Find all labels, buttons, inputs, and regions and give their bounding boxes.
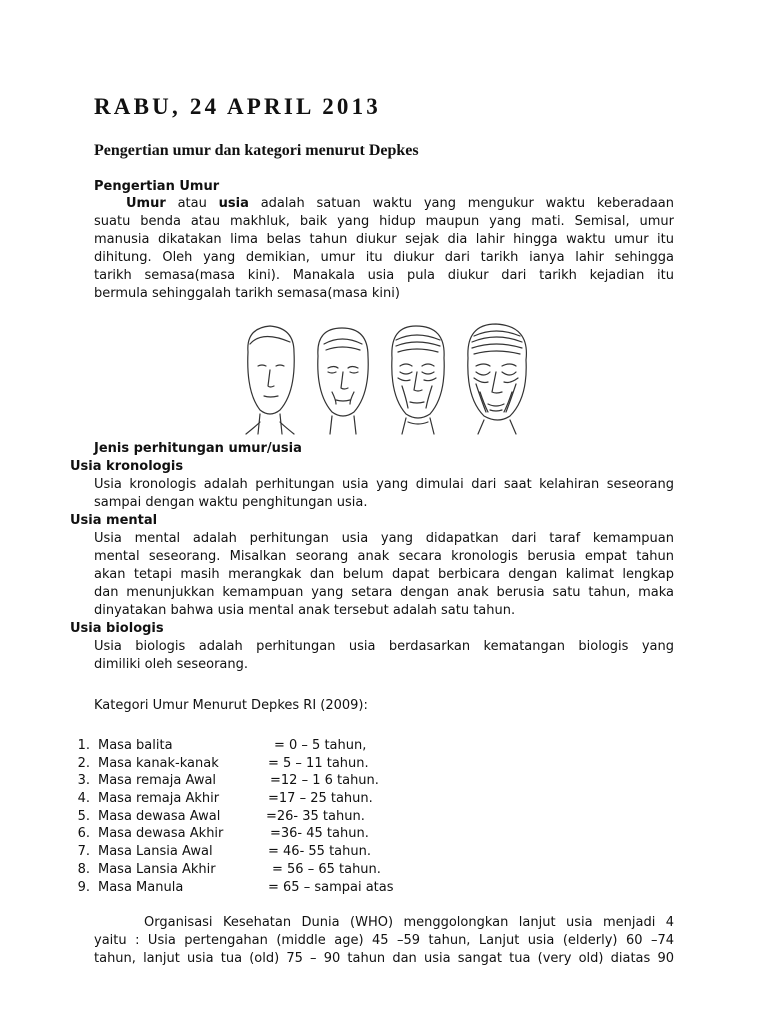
paragraph-line: tahun, lanjut usia tua (old) 75 – 90 tahun dan usia sangat tua (very old) diatas 90 <box>94 951 674 966</box>
paragraph-line: suatu benda atau makhluk, baik yang hidup maupun yang mati. Semisal, umur <box>94 214 674 229</box>
paragraph-line: Usia mental adalah perhitungan usia yang didapatkan dari taraf kemampuan <box>94 531 674 546</box>
paragraph-line: Organisasi Kesehatan Dunia (WHO) menggolongkan lanjut usia menjadi 4 <box>144 915 674 930</box>
list-number: 5. <box>77 808 90 824</box>
paragraph-line: dan menunjukkan kemampuan yang setara dengan anak berusia satu tahun, maka <box>94 585 674 600</box>
paragraph-line: sampai dengan waktu penghitungan usia. <box>94 495 368 510</box>
paragraph-usia-biologis <box>94 638 674 674</box>
heading-usia-biologis: Usia biologis <box>70 621 164 636</box>
paragraph-line: dihitung. Oleh yang demikian, umur itu diukur dari tarikh ianya lahir sehingga <box>94 250 674 265</box>
list-range: =17 – 25 tahun. <box>268 791 373 807</box>
paragraph-pengertian-umur <box>94 195 674 303</box>
list-number: 2. <box>77 755 90 771</box>
paragraph-line <box>94 195 674 213</box>
bold-term: Umur <box>126 196 166 211</box>
paragraph-who <box>94 914 674 968</box>
list-label: Masa kanak-kanak <box>98 755 219 771</box>
list-range: =26- 35 tahun. <box>266 808 365 824</box>
list-label: Masa Lansia Awal <box>98 844 213 860</box>
paragraph-line: manusia dikatakan lima belas tahun diukur sejak dia lahir hingga waktu umur itu <box>94 232 674 247</box>
paragraph-line: mental seseorang. Misalkan seorang anak secara kronologis berusia empat tahun <box>94 549 674 564</box>
list-number: 1. <box>77 738 90 753</box>
list-label: Masa Manula <box>98 879 184 895</box>
post-date: RABU, 24 APRIL 2013 <box>94 94 381 119</box>
list-range: = 65 – sampai atas <box>268 879 394 895</box>
old-face <box>392 326 444 434</box>
list-number: 6. <box>77 826 90 842</box>
list-range: = 5 – 11 tahun. <box>268 755 369 771</box>
list-range: =36- 45 tahun. <box>270 826 369 842</box>
paragraph-line: tarikh semasa(masa kini). Manakala usia pula diukur dari tarikh kejadian itu <box>94 268 674 283</box>
list-number: 8. <box>77 861 90 877</box>
list-range: =12 – 1 6 tahun. <box>270 773 379 789</box>
list-number: 7. <box>77 844 90 860</box>
paragraph-line: dimiliki oleh seseorang. <box>94 657 249 672</box>
paragraph-line-text: atau <box>165 196 219 211</box>
very-old-face <box>468 324 527 434</box>
paragraph-line: bermula sehinggalah tarikh semasa(masa kini) <box>94 286 400 301</box>
heading-jenis-perhitungan: Jenis perhitungan umur/usia <box>94 441 302 456</box>
young-face <box>246 326 294 434</box>
post-title: Pengertian umur dan kategori menurut Depkes <box>94 142 419 159</box>
paragraph-usia-mental <box>94 530 674 620</box>
list-label: Masa dewasa Akhir <box>98 826 224 842</box>
list-label: Masa Lansia Akhir <box>98 861 216 877</box>
kategori-heading: Kategori Umur Menurut Depkes RI (2009): <box>94 698 368 713</box>
list-number: 9. <box>77 879 90 895</box>
list-label: Masa balita <box>98 738 173 753</box>
paragraph-line: Usia kronologis adalah perhitungan usia yang dimulai dari saat kelahiran seseorang <box>94 477 674 492</box>
list-number: 3. <box>77 773 90 789</box>
list-label: Masa remaja Awal <box>98 773 217 789</box>
bold-term: usia <box>218 196 249 211</box>
list-number: 4. <box>77 791 90 807</box>
paragraph-usia-kronologis <box>94 476 674 512</box>
paragraph-line: yaitu : Usia pertengahan (middle age) 45 –59 tahun, Lanjut usia (elderly) 60 –74 <box>94 933 674 948</box>
aging-faces-illustration <box>232 322 538 436</box>
list-label: Masa dewasa Awal <box>98 808 221 824</box>
paragraph-line: akan tetapi masih merangkak dan belum dapat berbicara dengan kalimat lengkap <box>94 567 674 582</box>
paragraph-line: Usia biologis adalah perhitungan usia berdasarkan kematangan biologis yang <box>94 639 674 654</box>
list-range: = 56 – 65 tahun. <box>272 861 381 877</box>
heading-usia-mental: Usia mental <box>70 513 158 528</box>
list-range: = 46- 55 tahun. <box>268 844 371 860</box>
heading-usia-kronologis: Usia kronologis <box>70 459 184 474</box>
middle-aged-face <box>318 328 368 434</box>
list-range: = 0 – 5 tahun, <box>274 738 367 753</box>
paragraph-line: dinyatakan bahwa usia mental anak tersebut adalah satu tahun. <box>94 603 516 618</box>
heading-pengertian-umur: Pengertian Umur <box>94 179 220 194</box>
paragraph-line-text: adalah satuan waktu yang mengukur waktu keberadaan <box>248 196 674 211</box>
list-label: Masa remaja Akhir <box>98 791 220 807</box>
